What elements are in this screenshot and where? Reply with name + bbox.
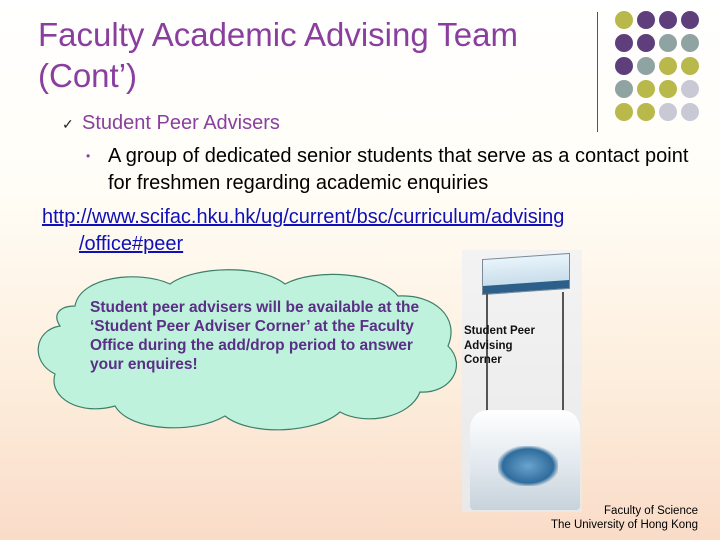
decorative-dot xyxy=(637,103,655,121)
section-description: A group of dedicated senior students that serve as a contact point for freshmen regarding academic enquiries xyxy=(108,145,689,194)
decorative-dot xyxy=(615,34,633,52)
footer-university: The University of Hong Kong xyxy=(550,519,698,531)
decorative-dot xyxy=(659,57,677,75)
decorative-dot xyxy=(681,103,699,121)
bullet-icon: • xyxy=(86,149,91,163)
decorative-dot xyxy=(637,11,655,29)
decorative-dot xyxy=(659,103,677,121)
booth-header-strip xyxy=(483,280,569,294)
decorative-dot xyxy=(615,11,633,29)
footer-credit xyxy=(551,504,698,532)
decorative-dot xyxy=(681,11,699,29)
booth-counter xyxy=(470,410,580,510)
peer-advising-link[interactable] xyxy=(42,204,712,258)
decorative-dot xyxy=(615,103,633,121)
decorative-dot-grid xyxy=(610,8,720,133)
decorative-dot xyxy=(637,80,655,98)
slide-title: Faculty Academic Advising Team (Cont’) xyxy=(38,16,518,94)
link-line-1[interactable]: http://www.scifac.hku.hk/ug/current/bsc/curriculum/advising xyxy=(42,206,565,228)
decorative-dot xyxy=(637,57,655,75)
title-divider xyxy=(597,12,598,132)
link-line-2[interactable]: /office#peer xyxy=(79,233,184,255)
booth-label: Student Peer Advising Corner xyxy=(464,325,535,366)
dot-grid xyxy=(615,11,699,121)
footer-faculty: Faculty of Science xyxy=(604,505,698,517)
decorative-dot xyxy=(659,34,677,52)
booth-post-right xyxy=(562,292,564,412)
section-heading: Student Peer Advisers xyxy=(82,112,280,134)
decorative-dot xyxy=(615,80,633,98)
decorative-dot xyxy=(659,11,677,29)
decorative-dot xyxy=(615,57,633,75)
decorative-dot xyxy=(681,80,699,98)
decorative-dot xyxy=(637,34,655,52)
faculty-logo-graphic xyxy=(498,446,558,486)
callout-text: Student peer advisers will be available at the ‘Student Peer Adviser Corner’ at the Faculty Office during the add/drop period to answer your enquires! xyxy=(90,299,420,373)
decorative-dot xyxy=(659,80,677,98)
decorative-dot xyxy=(681,57,699,75)
booth-photo xyxy=(462,250,582,512)
booth-header-panel xyxy=(482,253,570,295)
decorative-dot xyxy=(681,34,699,52)
checkmark-icon: ✓ xyxy=(62,116,74,132)
